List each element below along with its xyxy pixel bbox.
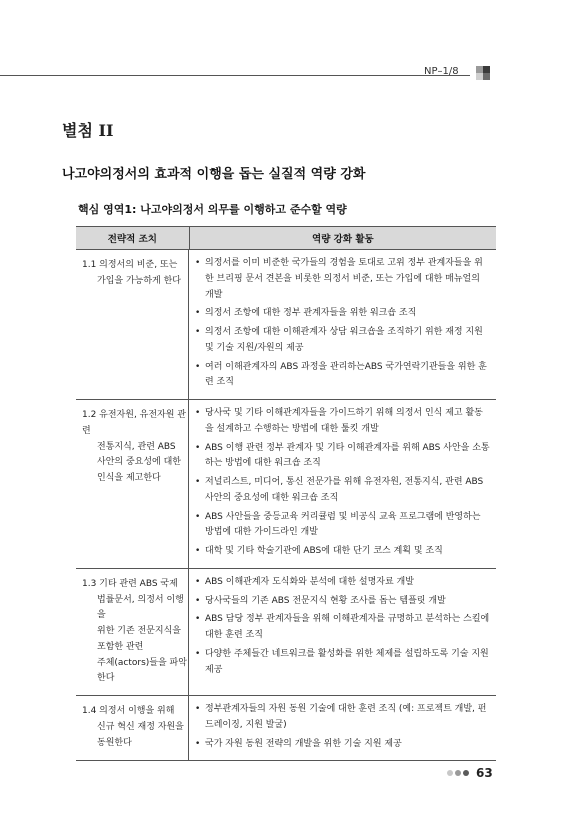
activity-item bbox=[195, 406, 490, 438]
activities-cell bbox=[189, 400, 496, 568]
activities-cell bbox=[189, 250, 496, 399]
bullet-icon: • bbox=[195, 576, 201, 587]
bullet-icon: • bbox=[195, 648, 201, 659]
measure-line: 주체(actors)들을 파악한다 bbox=[97, 657, 187, 684]
activity-text: 당사국 및 기타 이해관계자들을 가이드하기 위해 의정서 인식 제고 활동을 설계하고 수행하는 방법에 대한 툴킷 개발 bbox=[205, 408, 483, 434]
activity-item bbox=[195, 612, 490, 644]
activity-text: 저널리스트, 미디어, 통신 전문가를 위해 유전자원, 전통지식, 관련 ABS 사안의 중요성에 대한 워크숍 조직 bbox=[205, 477, 484, 503]
table-body bbox=[76, 250, 496, 760]
strategic-measure-cell bbox=[76, 250, 189, 399]
table-row bbox=[76, 400, 496, 569]
activity-item bbox=[195, 441, 490, 473]
activity-item bbox=[195, 702, 490, 734]
measure-line: 사안의 중요성에 대한 bbox=[97, 457, 181, 468]
activity-text: 국가 자원 동원 전략의 개발을 위한 기술 지원 제공 bbox=[205, 738, 402, 749]
header-squares-decoration bbox=[476, 66, 490, 80]
activity-item bbox=[195, 737, 490, 753]
activity-text: ABS 이행 관련 정부 관계자 및 기타 이해관계자를 위해 ABS 사안을 소통하는 방법에 대한 워크숍 조직 bbox=[205, 442, 490, 469]
bullet-icon: • bbox=[195, 511, 201, 522]
activity-text: 정부관계자들의 자원 동원 기술에 대한 훈련 조직 (예: 프로젝트 개발, 펀드레이징, 지원 발굴) bbox=[205, 704, 487, 730]
activity-text: ABS 담당 정부 관계자들을 위해 이해관계자를 규명하고 분석하는 스킬에 대한 훈련 조직 bbox=[205, 614, 490, 640]
table-row bbox=[76, 569, 496, 696]
measure-line: 인식을 제고한다 bbox=[97, 473, 161, 483]
table-row bbox=[76, 250, 496, 400]
measure-line: 1.1 의정서의 비준, 또는 bbox=[82, 260, 178, 270]
column-header-measures: 전략적 조치 bbox=[76, 227, 190, 249]
header-square bbox=[476, 66, 483, 73]
bullet-icon: • bbox=[195, 704, 201, 714]
page-footer bbox=[447, 766, 493, 780]
header-square bbox=[476, 73, 483, 80]
activity-item bbox=[195, 575, 490, 591]
measure-line: 1.4 의정서 이행을 위해 bbox=[82, 706, 175, 716]
measure-line: 전통지식, 관련 ABS bbox=[97, 441, 176, 452]
activity-text: 여러 이해관계자의 ABS 과정을 관리하는ABS 국가연락기관들을 위한 훈련 조직 bbox=[205, 361, 487, 388]
document-code: NP–1/8 bbox=[424, 66, 459, 77]
footer-dot bbox=[447, 770, 453, 776]
column-header-activities: 역량 강화 활동 bbox=[312, 234, 374, 245]
activity-text: 의정서 조항에 대한 이해관계자 상담 워크숍을 조직하기 위한 재정 지원 및 기술 지원/자원의 제공 bbox=[205, 327, 483, 353]
page-title: 나고야의정서의 효과적 이행을 돕는 실질적 역량 강화 bbox=[62, 167, 366, 182]
activity-item bbox=[195, 256, 490, 303]
activity-item bbox=[195, 647, 490, 679]
bullet-icon: • bbox=[195, 308, 201, 319]
activity-item bbox=[195, 594, 490, 610]
activities-cell bbox=[189, 569, 496, 695]
section-subtitle: 핵심 영역1: 나고야의정서 의무를 이행하고 준수할 역량 bbox=[78, 203, 347, 216]
measure-line: 1.2 유전자원, 유전자원 관련 bbox=[82, 410, 187, 436]
activities-cell bbox=[189, 696, 496, 760]
activity-text: ABS 이해관계자 도식화와 분석에 대한 설명자료 개발 bbox=[205, 576, 414, 587]
measure-line: 동원한다 bbox=[97, 737, 132, 748]
activity-item bbox=[195, 306, 490, 322]
measure-line: 포함한 관련 bbox=[97, 641, 144, 652]
annex-label: 별첨 II bbox=[62, 121, 114, 140]
bullet-icon: • bbox=[195, 258, 201, 268]
activity-text: 당사국들의 기존 ABS 전문지식 현황 조사를 돕는 템플릿 개발 bbox=[205, 595, 446, 606]
activity-item bbox=[195, 510, 490, 542]
activity-item bbox=[195, 475, 490, 507]
activity-text: 의정서를 이미 비준한 국가들의 경험을 토대로 고위 정부 관계자들을 위한 브리핑 문서 견본을 비롯한 의정서 비준, 또는 가입에 대한 매뉴얼의 개발 bbox=[205, 258, 483, 300]
activity-item bbox=[195, 544, 490, 560]
activity-text: 대학 및 기타 학술기관에 ABS에 대한 단기 코스 계획 및 조직 bbox=[205, 546, 443, 556]
bullet-icon: • bbox=[195, 408, 201, 418]
bullet-icon: • bbox=[195, 327, 201, 337]
strategic-measure-cell bbox=[76, 569, 189, 695]
measure-line: 신규 혁신 재정 자원을 bbox=[97, 721, 184, 732]
header-square bbox=[483, 73, 490, 80]
capacity-table bbox=[76, 226, 496, 761]
page-number: 63 bbox=[476, 766, 493, 780]
bullet-icon: • bbox=[195, 546, 201, 556]
bullet-icon: • bbox=[195, 738, 201, 749]
table-header-row bbox=[76, 227, 496, 250]
bullet-icon: • bbox=[195, 361, 201, 372]
header-rule bbox=[0, 75, 470, 76]
footer-dot bbox=[463, 770, 469, 776]
activity-text: 의정서 조항에 대한 정부 관계자들을 위한 워크숍 조직 bbox=[205, 308, 417, 319]
activity-text: ABS 사안들을 중등교육 커리큘럼 및 비공식 교육 프로그램에 반영하는 방법에 대한 가이드라인 개발 bbox=[205, 511, 481, 538]
table-row bbox=[76, 696, 496, 760]
header-square bbox=[483, 66, 490, 73]
footer-dot bbox=[455, 770, 461, 776]
bullet-icon: • bbox=[195, 614, 201, 625]
bullet-icon: • bbox=[195, 442, 201, 453]
activity-text: 다양한 주체들간 네트워크를 활성화를 위한 체제를 설립하도록 기술 지원 제공 bbox=[205, 648, 489, 675]
measure-line: 법률문서, 의정서 이행을 bbox=[97, 594, 184, 621]
strategic-measure-cell bbox=[76, 400, 189, 568]
strategic-measure-cell bbox=[76, 696, 189, 760]
activity-item bbox=[195, 360, 490, 392]
bullet-icon: • bbox=[195, 595, 201, 606]
measure-line: 1.3 기타 관련 ABS 국제 bbox=[82, 578, 178, 589]
bullet-icon: • bbox=[195, 477, 201, 487]
activity-item bbox=[195, 325, 490, 357]
measure-line: 위한 기존 전문지식을 bbox=[97, 626, 181, 636]
measure-line: 가입을 가능하게 한다 bbox=[97, 275, 181, 286]
